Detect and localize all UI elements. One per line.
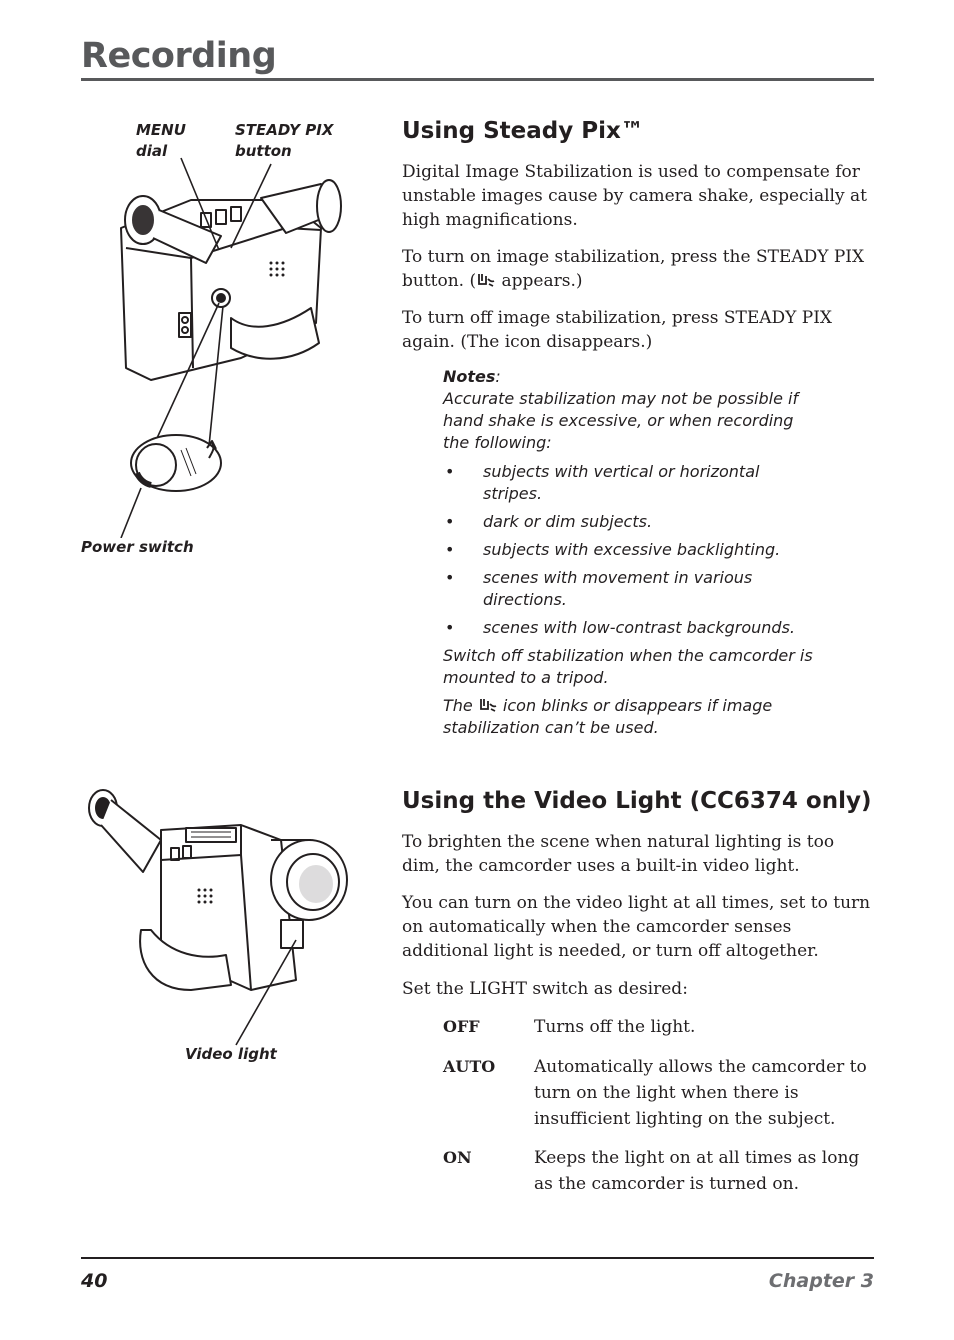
camcorder-light-illustration [81, 780, 371, 1050]
option-key: AUTO [443, 1057, 496, 1076]
footer-rule [81, 1257, 874, 1259]
list-item-text: subjects with excessive backlighting. [483, 540, 781, 559]
paragraph: Digital Image Stabilization is used to compensate for unstable images cause by camera shake, especially at high magnifications. [402, 162, 867, 230]
callout-menu-dial: MENU dial [136, 121, 186, 160]
list-item-text: scenes with low-contrast backgrounds. [483, 618, 795, 637]
list-item-text: scenes with movement in various directions. [483, 568, 753, 609]
option-desc: Keeps the light on at all times as long as the camcorder is turned on. [534, 1148, 860, 1194]
chapter-label: Chapter 3 [768, 1270, 874, 1292]
list-item [443, 461, 818, 505]
paragraph-text: To turn on image stabilization, press the STEADY PIX button. ( [402, 247, 865, 291]
option-key: OFF [443, 1017, 480, 1036]
section-steady-pix [402, 118, 876, 354]
list-item [443, 539, 818, 561]
steady-pix-hand-icon [476, 272, 496, 288]
bullet-mark: • [445, 540, 455, 559]
note-text: icon blinks or disappears if image stabilization can’t be used. [443, 696, 773, 737]
notes-colon: : [495, 367, 501, 386]
list-item [443, 567, 818, 611]
steady-pix-hand-icon [478, 697, 498, 713]
option-desc: Automatically allows the camcorder to turn on the light when there is insufficient lighting on the subject. [534, 1057, 867, 1129]
tripod-note: Switch off stabilization when the camcorder is mounted to a tripod. [443, 646, 813, 687]
blink-note [443, 695, 833, 739]
list-item-text: subjects with vertical or horizontal stripes. [483, 462, 760, 503]
list-item-text: dark or dim subjects. [483, 512, 653, 531]
list-item [443, 511, 818, 533]
section-title: Using the Video Light (CC6374 only) [402, 788, 872, 814]
bullet-mark: • [445, 618, 455, 637]
callout-steady-pix-button: STEADY PIX button [235, 121, 334, 160]
option-desc: Turns off the light. [534, 1017, 696, 1037]
bullet-mark: • [445, 462, 455, 481]
section-title: Using Steady Pix™ [402, 118, 644, 144]
list-item [443, 617, 818, 639]
figure-steady-pix [81, 118, 371, 563]
paragraph: Set the LIGHT switch as desired: [402, 979, 688, 999]
page-number: 40 [81, 1270, 108, 1292]
paragraph-text: appears.) [496, 271, 583, 291]
option-key: ON [443, 1148, 472, 1167]
section-video-light [402, 788, 876, 1001]
header-rule [81, 78, 874, 81]
bullet-mark: • [445, 512, 455, 531]
notes-list [443, 461, 818, 639]
notes-label: Notes [443, 367, 496, 386]
figure-video-light [81, 780, 371, 1070]
notes-block [443, 366, 843, 739]
notes-heading [443, 366, 843, 388]
bullet-mark: • [445, 568, 455, 587]
note-text: The [443, 696, 478, 715]
notes-intro: Accurate stabilization may not be possible if hand shake is excessive, or when recording the following: [443, 389, 799, 452]
page-title: Recording [81, 36, 277, 76]
paragraph: To brighten the scene when natural lighting is too dim, the camcorder uses a built-in video light. [402, 832, 835, 876]
paragraph [402, 245, 876, 293]
camcorder-illustration [81, 118, 371, 538]
paragraph: To turn off image stabilization, press STEADY PIX again. (The icon disappears.) [402, 308, 833, 352]
paragraph: You can turn on the video light at all times, set to turn on automatically when the camcorder senses additional light is needed, or turn off altogether. [402, 893, 871, 961]
callout-power-switch: Power switch [81, 538, 194, 556]
callout-video-light: Video light [185, 1045, 277, 1063]
